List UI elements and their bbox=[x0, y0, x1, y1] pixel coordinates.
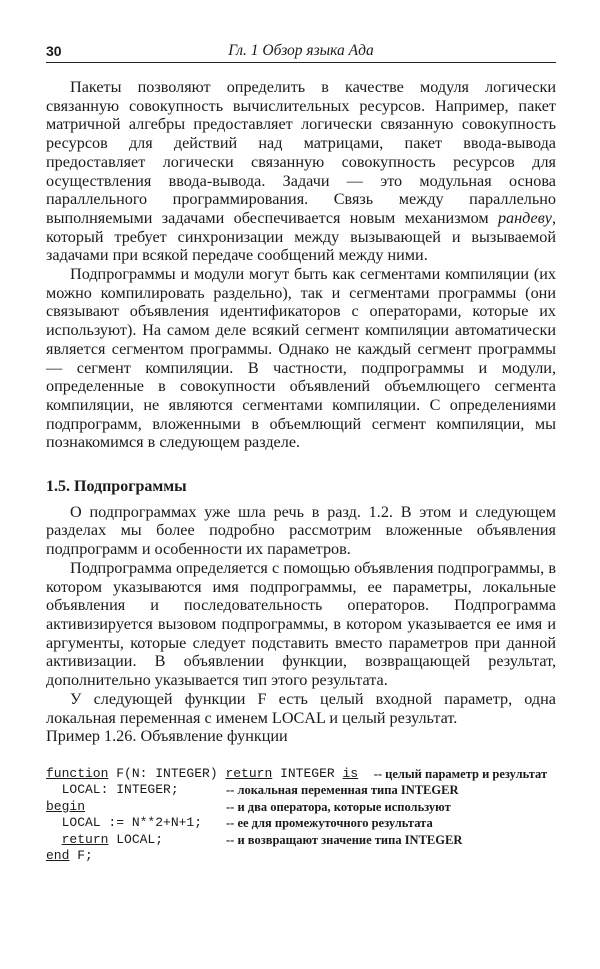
paragraph-packages: Пакеты позволяют определить в качестве модуля логически связанную совокупность вычислительных ресурсов. Например, пакет матричной алгебры предоставляет логически связанную совокупность ресурсов для действий над матрицами, пакет ввода-вывода предоставляет логически связанную совокупность ресурсов для осуществления ввода-вывода. Задачи — это модульная основа параллельного программирования. Связь между параллельно выполняемыми задачами обеспечивается новым механизмом рандеву, который требует синхронизации между вызывающей и вызываемой задачами при всякой передаче сообщений между ними. bbox=[46, 78, 556, 265]
section-paragraph: Подпрограмма определяется с помощью объявления подпрограммы, в котором указываются имя подпрограммы, ее параметры, локальные объявления и последовательность операторов. Подпрограмма активизируется вызовом подпрограммы, в котором указывается ее имя и аргументы, которые следует подставить вместо параметров при данной активизации. В объявлении функции, возвращающей результат, дополнительно указывается тип этого результата. bbox=[46, 558, 556, 690]
code-line: end F; bbox=[46, 848, 93, 864]
code-line: begin -- и два оператора, которые используют bbox=[46, 798, 451, 814]
code-comment: -- и два оператора, которые используют bbox=[226, 799, 451, 814]
paragraph-compilation-units: Подпрограммы и модули могут быть как сегментами компиляции (их можно компилировать раздельно), так и сегментами программы (они связывают объявления идентификаторов с операторами, которые их используют). На самом деле всякий сегмент компиляции автоматически является сегментом программы. Однако не каждый сегмент программы — сегмент компиляции. В частности, подпрограммы и модули, определенные в совокупности объявлений объемлющего сегмента компиляции, не являются сегментами компиляции. С определениями подпрограмм, вложенными в объемлющий сегмент компиляции, мы познакомимся в следующем разделе. bbox=[46, 265, 556, 452]
code-listing bbox=[46, 766, 556, 865]
code-comment: -- локальная переменная типа INTEGER bbox=[226, 783, 459, 798]
code-comment: -- и возвращают значение типа INTEGER bbox=[226, 832, 463, 847]
code-line: LOCAL: INTEGER; -- локальная переменная типа INTEGER bbox=[46, 782, 459, 798]
example-caption: Пример 1.26. Объявление функции bbox=[46, 727, 288, 746]
section-paragraph: О подпрограммах уже шла речь в разд. 1.2. В этом и следующем разделах мы более подробно рассмотрим вложенные объявления подпрограмм и особенности их параметров. bbox=[46, 502, 556, 559]
emphasis-rendezvous: рандеву bbox=[497, 208, 552, 227]
book-page bbox=[46, 40, 556, 865]
code-comment: -- ее для промежуточного результата bbox=[226, 816, 433, 831]
code-line: return LOCAL; -- и возвращают значение типа INTEGER bbox=[61, 831, 463, 847]
section-heading: 1.5. Подпрограммы bbox=[46, 478, 187, 496]
code-line: function F(N: INTEGER) return INTEGER is -- целый параметр и результат bbox=[46, 765, 548, 781]
section-paragraph: У следующей функции F есть целый входной параметр, одна локальная переменная с именем LOCAL и целый результат. bbox=[46, 689, 556, 727]
running-header bbox=[46, 40, 556, 63]
body-text bbox=[46, 78, 556, 865]
page-number: 30 bbox=[46, 43, 62, 59]
code-line: LOCAL := N**2+N+1; -- ее для промежуточного результата bbox=[46, 815, 433, 831]
code-comment: -- целый параметр и результат bbox=[373, 766, 548, 781]
running-title: Гл. 1 Обзор языка Ада bbox=[228, 42, 374, 59]
